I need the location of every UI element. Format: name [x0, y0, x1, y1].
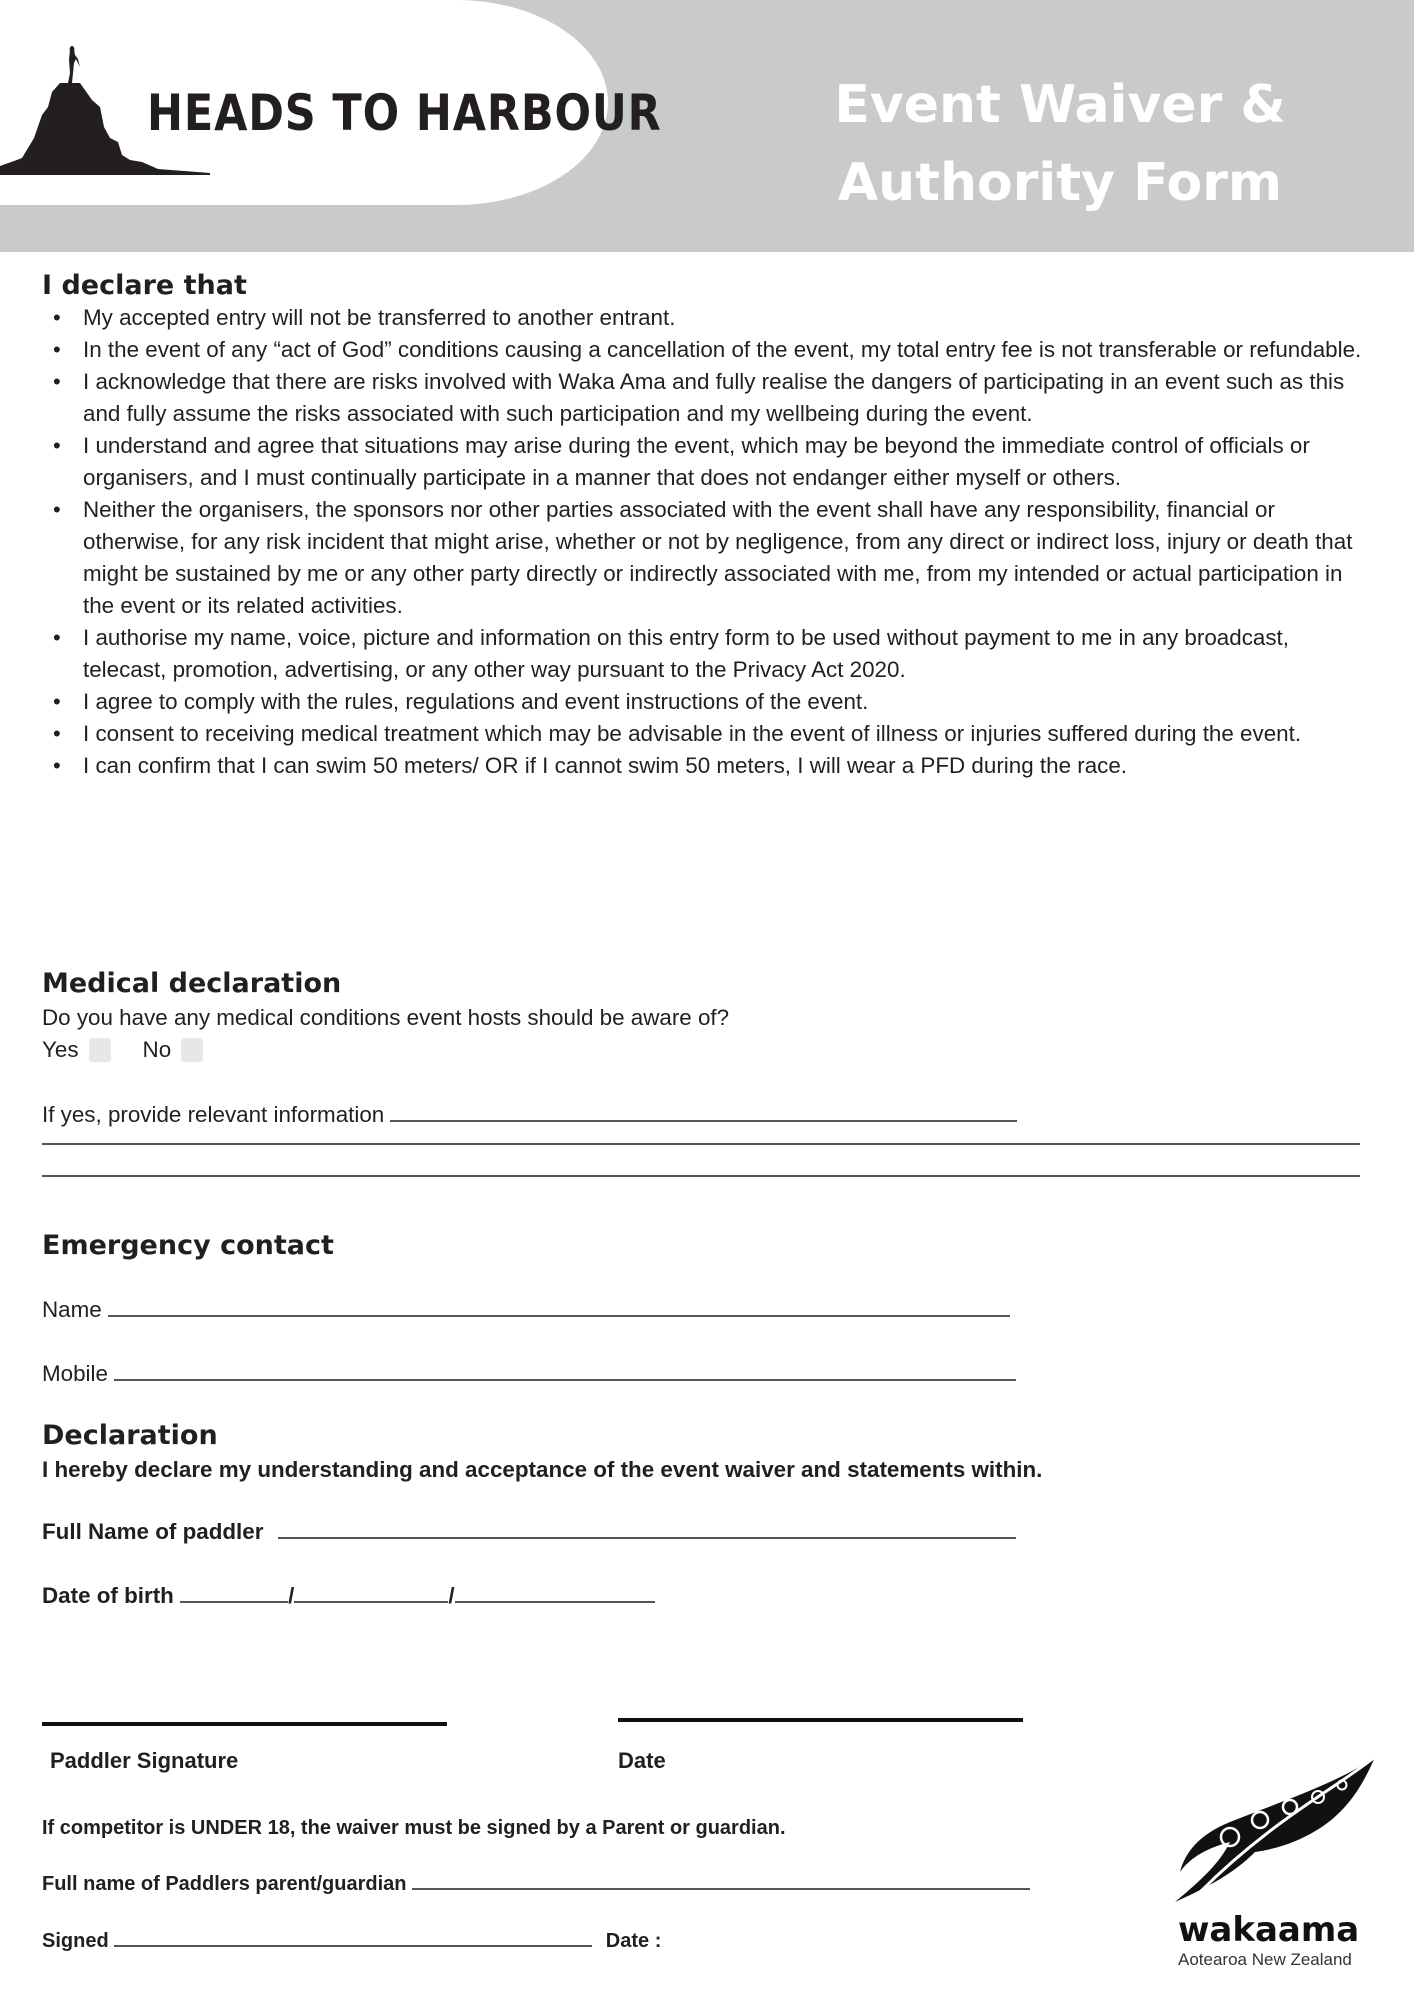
paddler-name-label: Full Name of paddler — [42, 1519, 264, 1544]
emergency-mobile-input[interactable] — [114, 1359, 1016, 1381]
dob-label: Date of birth — [42, 1583, 174, 1608]
dob-day-input[interactable] — [180, 1581, 288, 1603]
guardian-section — [42, 1812, 1142, 1957]
no-label: No — [142, 1037, 172, 1062]
declare-list — [42, 302, 1372, 782]
paddler-name-input[interactable] — [278, 1517, 1016, 1539]
list-item: • Neither the organisers, the sponsors nor other parties associated with the event shall have any responsibility, financial or otherwise, for any risk incident that might arise, whether or not by negligence, from any direct or indirect loss, injury or death that might be sustained by me or any other party directly or indirectly associated with me, from my intended or actual participation in the event or its related activities. — [83, 494, 1372, 622]
medical-info-line-2[interactable] — [42, 1143, 1360, 1145]
dob-separator: / — [288, 1583, 295, 1608]
dob-month-input[interactable] — [294, 1581, 448, 1603]
paddler-signature-label: Paddler Signature — [50, 1748, 239, 1773]
paddler-signature-line[interactable] — [42, 1722, 447, 1726]
list-item: • I understand and agree that situations may arise during the event, which may be beyond the immediate control of officials or organisers, and I must continually participate in a manner that does not endanger either myself or others. — [83, 430, 1372, 494]
page-title — [780, 66, 1340, 222]
medical-question: Do you have any medical conditions event hosts should be aware of? — [42, 1005, 730, 1030]
emergency-name-field — [42, 1294, 1372, 1326]
no-checkbox[interactable] — [181, 1038, 203, 1062]
guardian-signed-field — [42, 1925, 1142, 1957]
medical-info-field — [42, 1099, 1372, 1131]
signature-date-label: Date — [618, 1748, 666, 1773]
declare-section — [42, 268, 1372, 782]
medical-info-input[interactable] — [390, 1100, 1017, 1122]
declaration-statement: I hereby declare my understanding and acceptance of the event waiver and statements within. — [42, 1457, 1043, 1482]
dob-year-input[interactable] — [455, 1581, 655, 1603]
medical-info-line-3[interactable] — [42, 1175, 1360, 1177]
emergency-name-input[interactable] — [108, 1295, 1010, 1317]
emergency-name-label: Name — [42, 1297, 102, 1322]
brand-name: HEADS TO HARBOUR — [147, 84, 662, 142]
emergency-mobile-field — [42, 1358, 1372, 1390]
dob-separator: / — [448, 1583, 455, 1608]
page-title-line-2: Authority Form — [837, 153, 1283, 213]
list-item: • I consent to receiving medical treatment which may be advisable in the event of illness or injuries suffered during the event. — [83, 718, 1372, 750]
emergency-mobile-label: Mobile — [42, 1361, 108, 1386]
declaration-section — [42, 1418, 1372, 1612]
under-18-notice: If competitor is UNDER 18, the waiver must be signed by a Parent or guardian. — [42, 1817, 786, 1839]
list-item: • I can confirm that I can swim 50 meters/ OR if I cannot swim 50 meters, I will wear a PFD during the race. — [83, 750, 1372, 782]
guardian-signed-input[interactable] — [114, 1925, 592, 1947]
signature-date-line[interactable] — [618, 1718, 1023, 1722]
paddler-name-field — [42, 1516, 1372, 1548]
page-header — [0, 0, 1414, 252]
medical-yes-no — [42, 1034, 1372, 1066]
declare-heading: I declare that — [42, 270, 247, 301]
guardian-date-label: Date : — [605, 1930, 662, 1952]
list-item: • I acknowledge that there are risks involved with Waka Ama and fully realise the dangers of participating in an event such as this and fully assume the risks associated with such participation and my wellbeing during the event. — [83, 366, 1372, 430]
medical-heading: Medical declaration — [42, 968, 342, 999]
guardian-name-input[interactable] — [412, 1868, 1030, 1890]
medical-info-label: If yes, provide relevant information — [42, 1102, 385, 1127]
medical-section — [42, 966, 1372, 1177]
wakaama-subtitle: Aotearoa New Zealand — [1178, 1950, 1352, 1969]
emergency-section — [42, 1228, 1372, 1390]
dob-field — [42, 1580, 1372, 1612]
silver-fern-icon — [1160, 1752, 1380, 1912]
emergency-heading: Emergency contact — [42, 1230, 334, 1261]
list-item: • I agree to comply with the rules, regulations and event instructions of the event. — [83, 686, 1372, 718]
list-item: • I authorise my name, voice, picture and information on this entry form to be used without payment to me in any broadcast, telecast, promotion, advertising, or any other way pursuant to the Privacy Act 2020. — [83, 622, 1372, 686]
signature-row — [42, 1708, 1042, 1778]
page-title-line-1: Event Waiver & — [834, 75, 1286, 135]
yes-checkbox[interactable] — [89, 1038, 111, 1062]
yes-label: Yes — [42, 1037, 79, 1062]
guardian-name-field — [42, 1868, 1142, 1900]
wakaama-wordmark: wakaama — [1178, 1910, 1360, 1950]
list-item: • In the event of any “act of God” conditions causing a cancellation of the event, my total entry fee is not transferable or refundable. — [83, 334, 1372, 366]
list-item: • My accepted entry will not be transferred to another entrant. — [83, 302, 1372, 334]
guardian-name-label: Full name of Paddlers parent/guardian — [42, 1873, 407, 1895]
declaration-heading: Declaration — [42, 1420, 218, 1451]
guardian-signed-label: Signed — [42, 1930, 109, 1952]
